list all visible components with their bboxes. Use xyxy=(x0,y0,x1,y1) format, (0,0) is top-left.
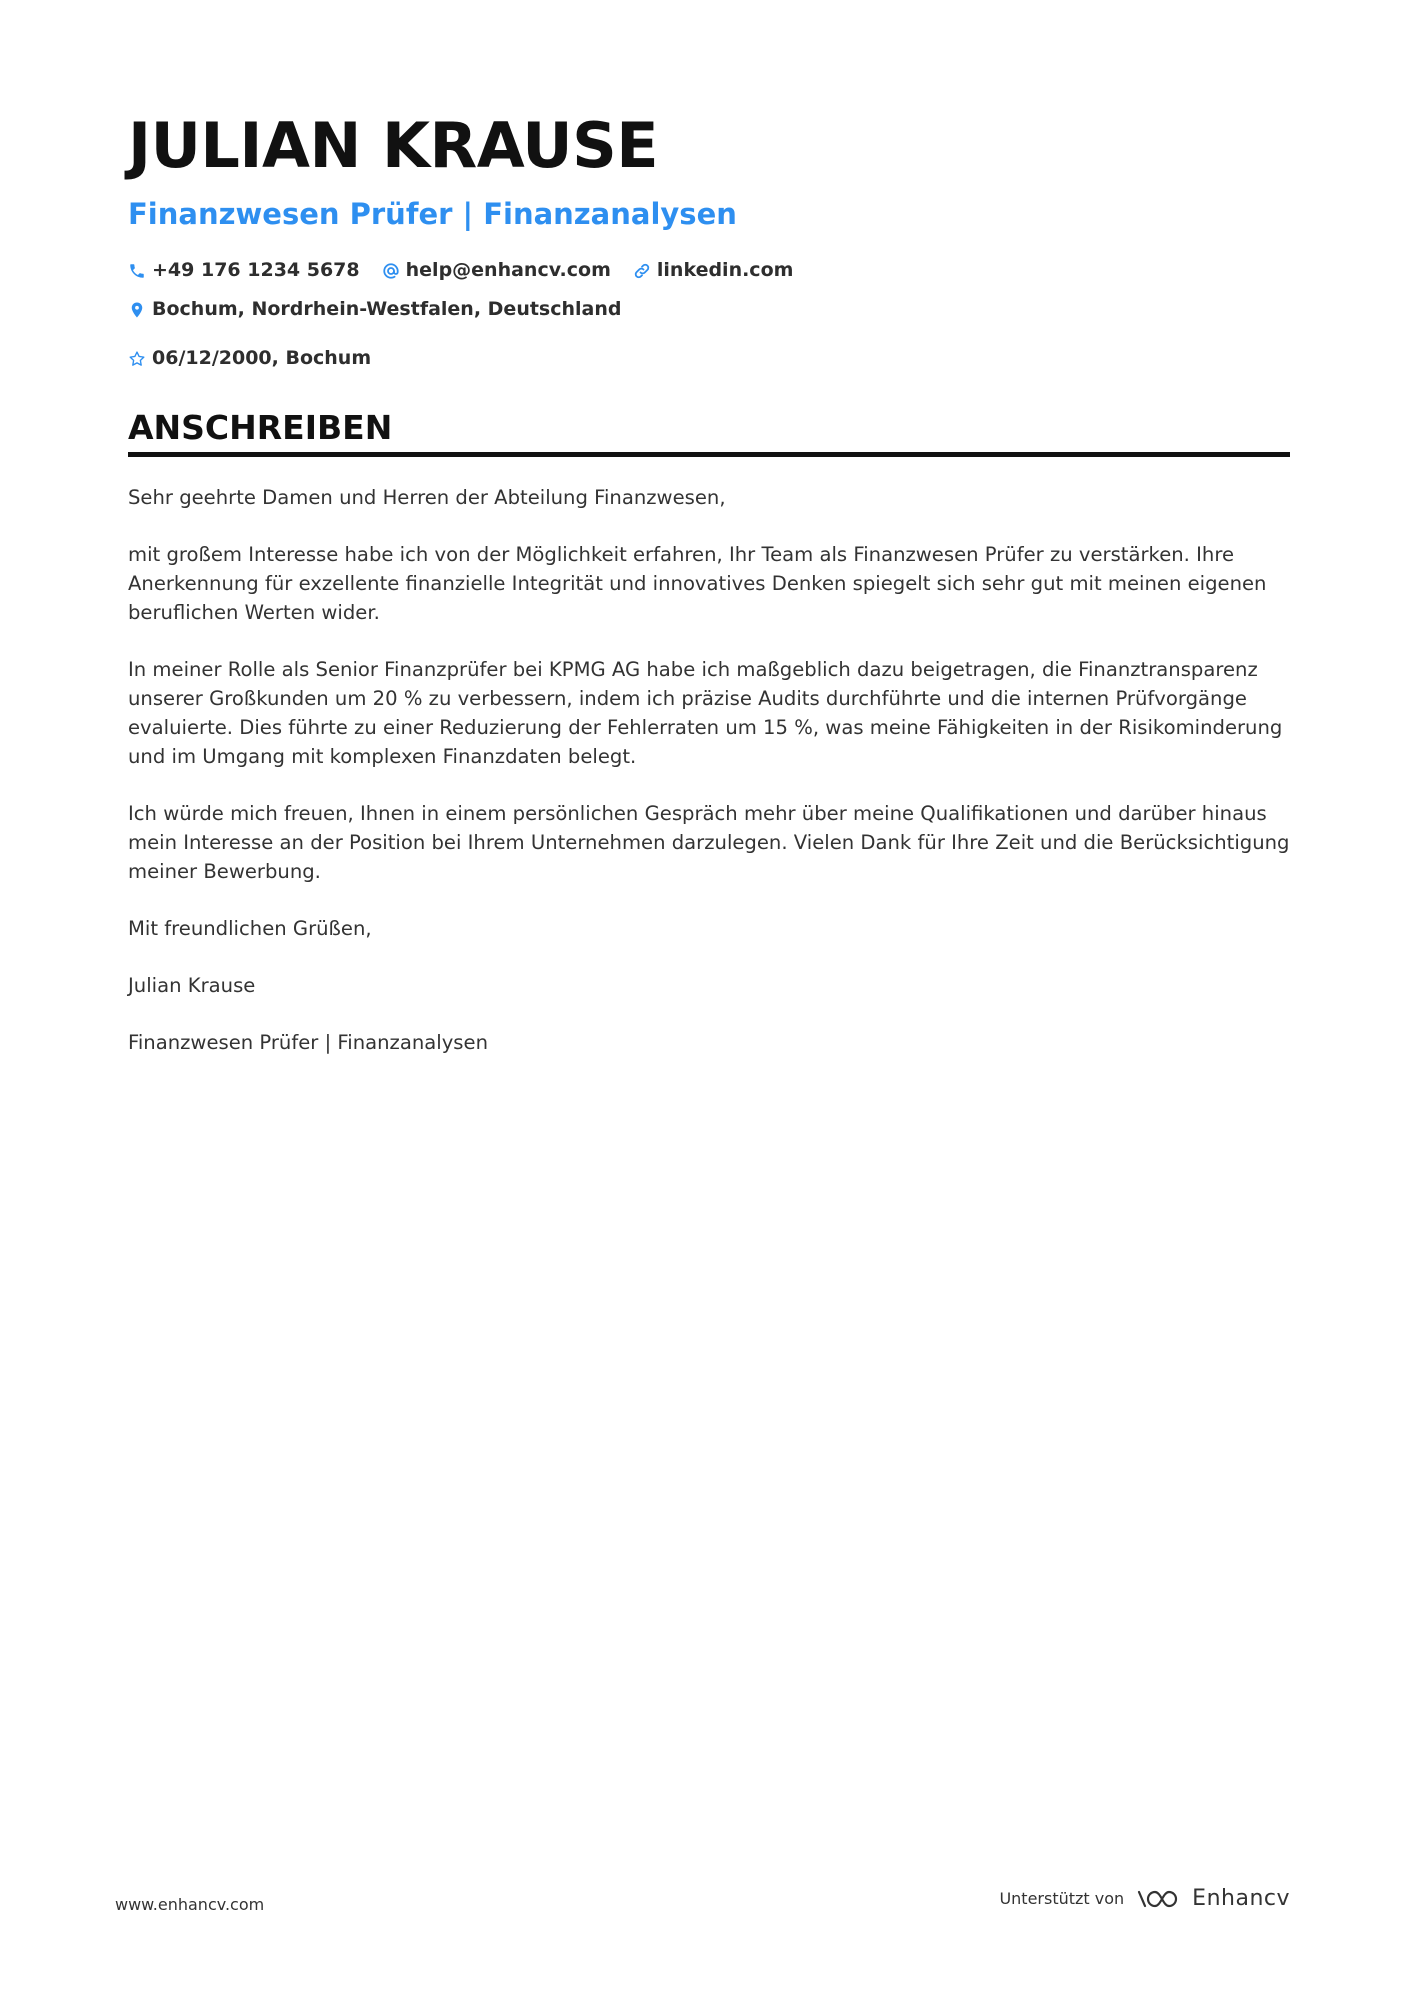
map-pin-icon xyxy=(128,301,146,319)
contact-location xyxy=(128,295,622,324)
contact-phone-text: +49 176 1234 5678 xyxy=(152,259,360,281)
section-divider xyxy=(128,452,1290,457)
letter-salutation: Sehr geehrte Damen und Herren der Abteilung Finanzwesen, xyxy=(128,486,726,509)
contact-location-text: Bochum, Nordrhein-Westfalen, Deutschland xyxy=(152,298,622,320)
letter-paragraph-1: mit großem Interesse habe ich von der Möglichkeit erfahren, Ihr Team als Finanzwesen Prüfer zu verstärken. Ihre Anerkennung für exzellente finanzielle Integrität und innovatives Denken spiegelt sich sehr gut mit meinen eigenen beruflichen Werten wider. xyxy=(128,543,1267,624)
contact-birth xyxy=(128,344,371,373)
link-icon xyxy=(633,262,651,280)
enhancv-logo-icon xyxy=(1136,1886,1192,1912)
signature-name: Julian Krause xyxy=(128,974,256,997)
contact-birth-text: 06/12/2000, Bochum xyxy=(152,347,372,369)
contact-list xyxy=(128,256,1290,373)
section-title: ANSCHREIBEN xyxy=(128,408,393,447)
powered-by-label: Unterstützt von xyxy=(999,1889,1125,1908)
contact-email-text: help@enhancv.com xyxy=(405,259,611,281)
contact-linkedin-text: linkedin.com xyxy=(656,259,794,281)
letter-paragraph-2: In meiner Rolle als Senior Finanzprüfer bei KPMG AG habe ich maßgeblich dazu beigetragen, die Finanztransparenz unserer Großkunden um 20 % zu verbessern, indem ich präzise Audits durchführte und die internen Prüfvorgänge evaluierte. Dies führte zu einer Reduzierung der Fehlerraten um 15 %, was meine Fähigkeiten in der Risikominderung und im Umgang mit komplexen Finanzdaten belegt. xyxy=(128,658,1283,768)
contact-email[interactable] xyxy=(382,256,611,285)
signature-title: Finanzwesen Prüfer | Finanzanalysen xyxy=(128,1031,488,1054)
candidate-title: Finanzwesen Prüfer | Finanzanalysen xyxy=(128,197,737,231)
at-icon xyxy=(382,262,400,280)
enhancv-brand-text: Enhancv xyxy=(1192,1886,1290,1911)
footer-branding[interactable] xyxy=(999,1886,1290,1912)
contact-phone[interactable] xyxy=(128,256,360,285)
phone-icon xyxy=(128,262,146,280)
candidate-name: JULIAN KRAUSE xyxy=(128,109,659,182)
footer-website[interactable]: www.enhancv.com xyxy=(115,1895,265,1914)
letter-paragraph-3: Ich würde mich freuen, Ihnen in einem persönlichen Gespräch mehr über meine Qualifikationen und darüber hinaus mein Interesse an der Position bei Ihrem Unternehmen darzulegen. Vielen Dank für Ihre Zeit und die Berücksichtigung meiner Bewerbung. xyxy=(128,802,1290,883)
resume-header xyxy=(128,108,1290,373)
star-icon xyxy=(128,350,146,368)
letter-closing: Mit freundlichen Grüßen, xyxy=(128,917,372,940)
letter-body xyxy=(128,483,1290,1057)
cover-letter-section xyxy=(128,406,1290,1085)
contact-linkedin[interactable] xyxy=(633,256,794,285)
